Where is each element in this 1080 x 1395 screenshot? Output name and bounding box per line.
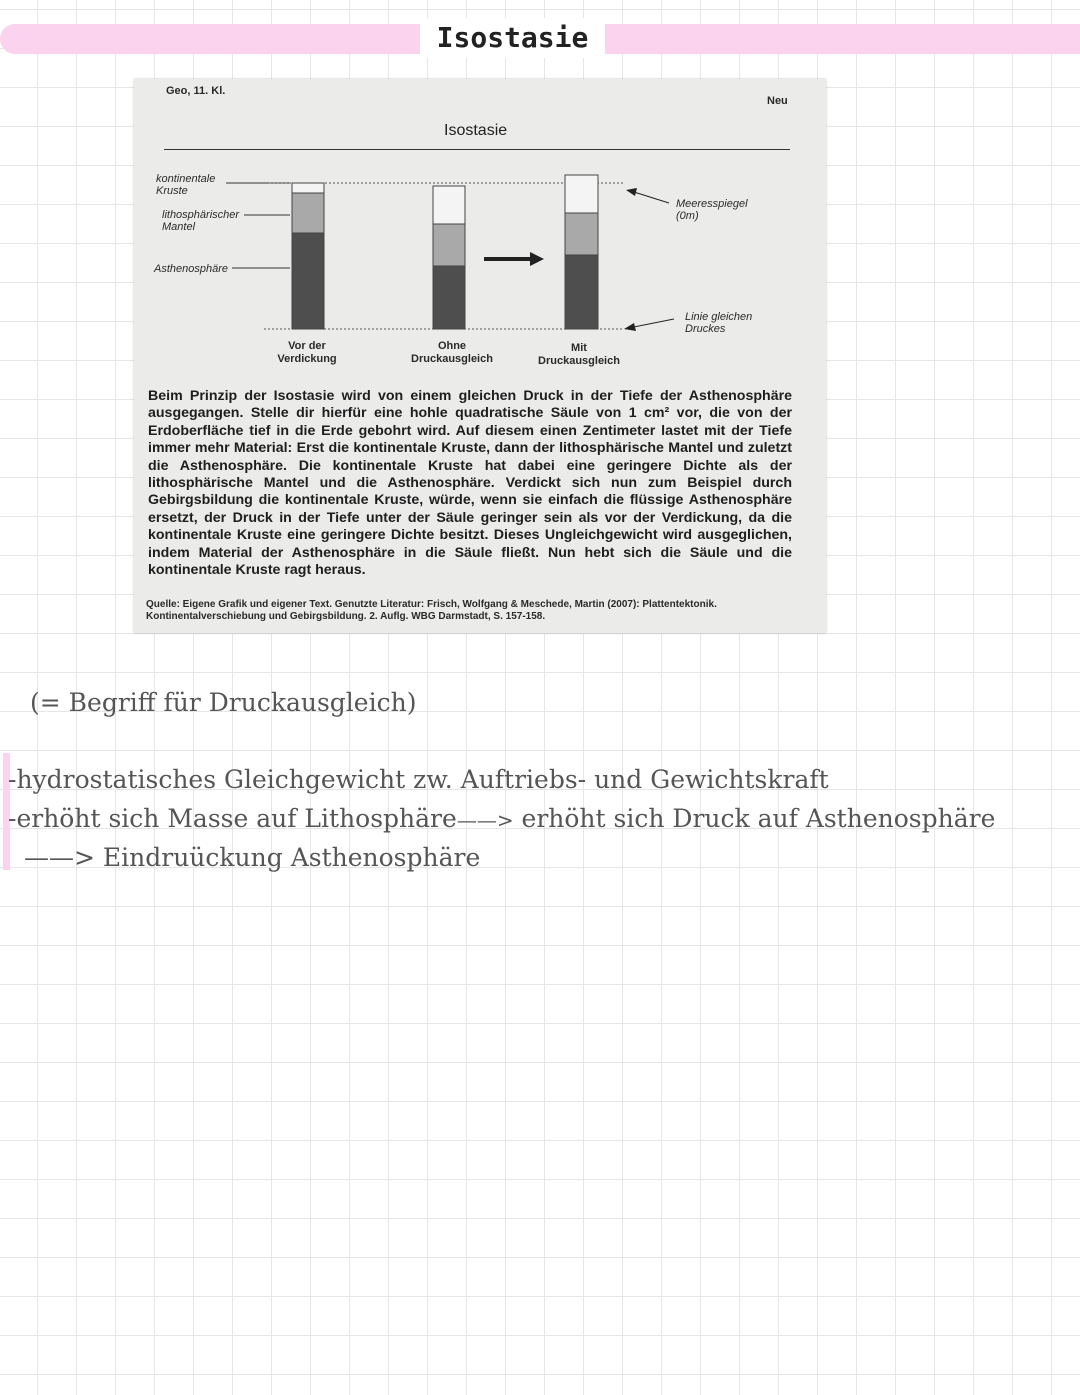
column-label-without: Ohne Druckausgleich	[411, 340, 493, 365]
process-arrow-icon	[484, 252, 544, 266]
note-line-depression: ——> Eindruückung Asthenosphäre	[24, 843, 481, 872]
label-sea-level: Meeresspiegel (0m)	[676, 198, 748, 222]
tag-label: Neu	[767, 95, 788, 107]
column-label-with: Mit Druckausgleich	[538, 342, 620, 367]
column-with-compensation	[565, 175, 598, 329]
definition-note: (= Begriff für Druckausgleich)	[30, 688, 417, 717]
column-label-before: Vor der Verdickung	[277, 340, 337, 365]
page-title: Isostasie	[420, 18, 605, 58]
label-mantle: lithosphärischer Mantel	[162, 209, 240, 233]
sea-level-arrow-icon	[626, 188, 669, 203]
source-citation: Quelle: Eigene Grafik und eigener Text. Genutzte Literatur: Frisch, Wolfgang & Meschede, Martin (2007): Plattentektonik. Kontinentalverschiebung und Gebirgsbildung. 2. Auflg. WBG Darmstadt, S. 157-158.	[146, 599, 717, 622]
course-label: Geo, 11. Kl.	[166, 85, 226, 97]
note-pressure-text: erhöht sich Druck auf Asthenosphäre	[521, 804, 996, 833]
column-before	[292, 183, 324, 329]
label-equal-pressure: Linie gleichen Druckes	[685, 311, 753, 335]
worksheet-heading: Isostasie	[444, 122, 508, 139]
column-without-compensation	[433, 186, 465, 329]
arrow-icon: ——>	[456, 808, 514, 832]
label-asthenosphere: Asthenosphäre	[154, 263, 228, 275]
explanation-paragraph: Beim Prinzip der Isostasie wird von einem gleichen Druck in der Tiefe der Asthenosphäre ausgegangen. Stelle dir hierfür eine hohle quadratische Säule von 1 cm² vor, die von der Erdoberfläche tief in die Erde gebohrt wird. Auf diesem einen Zentimeter lastet mit der Tiefe immer mehr Material: Erst die kontinentale Kruste, dann der lithosphärische Mantel und zuletzt die Asthenosphäre. Die kontinentale Kruste hat dabei eine geringere Dichte als der lithosphärische Mantel und die Asthenosphäre. Verdickt sich nun zum Beispiel durch Gebirgsbildung die kontinentale Kruste, würde, wenn sie einfach die flüssige Asthenosphäre ersetzt, der Druck in der Tiefe unter der Säule geringer sein als vor der Verdickung, da die kontinentale Kruste eine geringere Dichte besitzt. Dieses Ungleichgewicht wird ausgeglichen, indem Material der Asthenosphäre in die Säule fließt. Nun hebt sich die Säule und die kontinentale Kruste ragt heraus.	[148, 388, 792, 579]
note-mass-text: -erhöht sich Masse auf Lithosphäre	[8, 804, 457, 833]
note-line-equilibrium: -hydrostatisches Gleichgewicht zw. Auftriebs- und Gewichtskraft	[8, 765, 829, 794]
note-line-mass	[8, 804, 995, 833]
label-crust: kontinentale Kruste	[156, 173, 216, 197]
equal-pressure-arrow-icon	[624, 319, 674, 331]
isostasy-diagram	[134, 79, 826, 349]
worksheet-photo	[134, 79, 826, 633]
